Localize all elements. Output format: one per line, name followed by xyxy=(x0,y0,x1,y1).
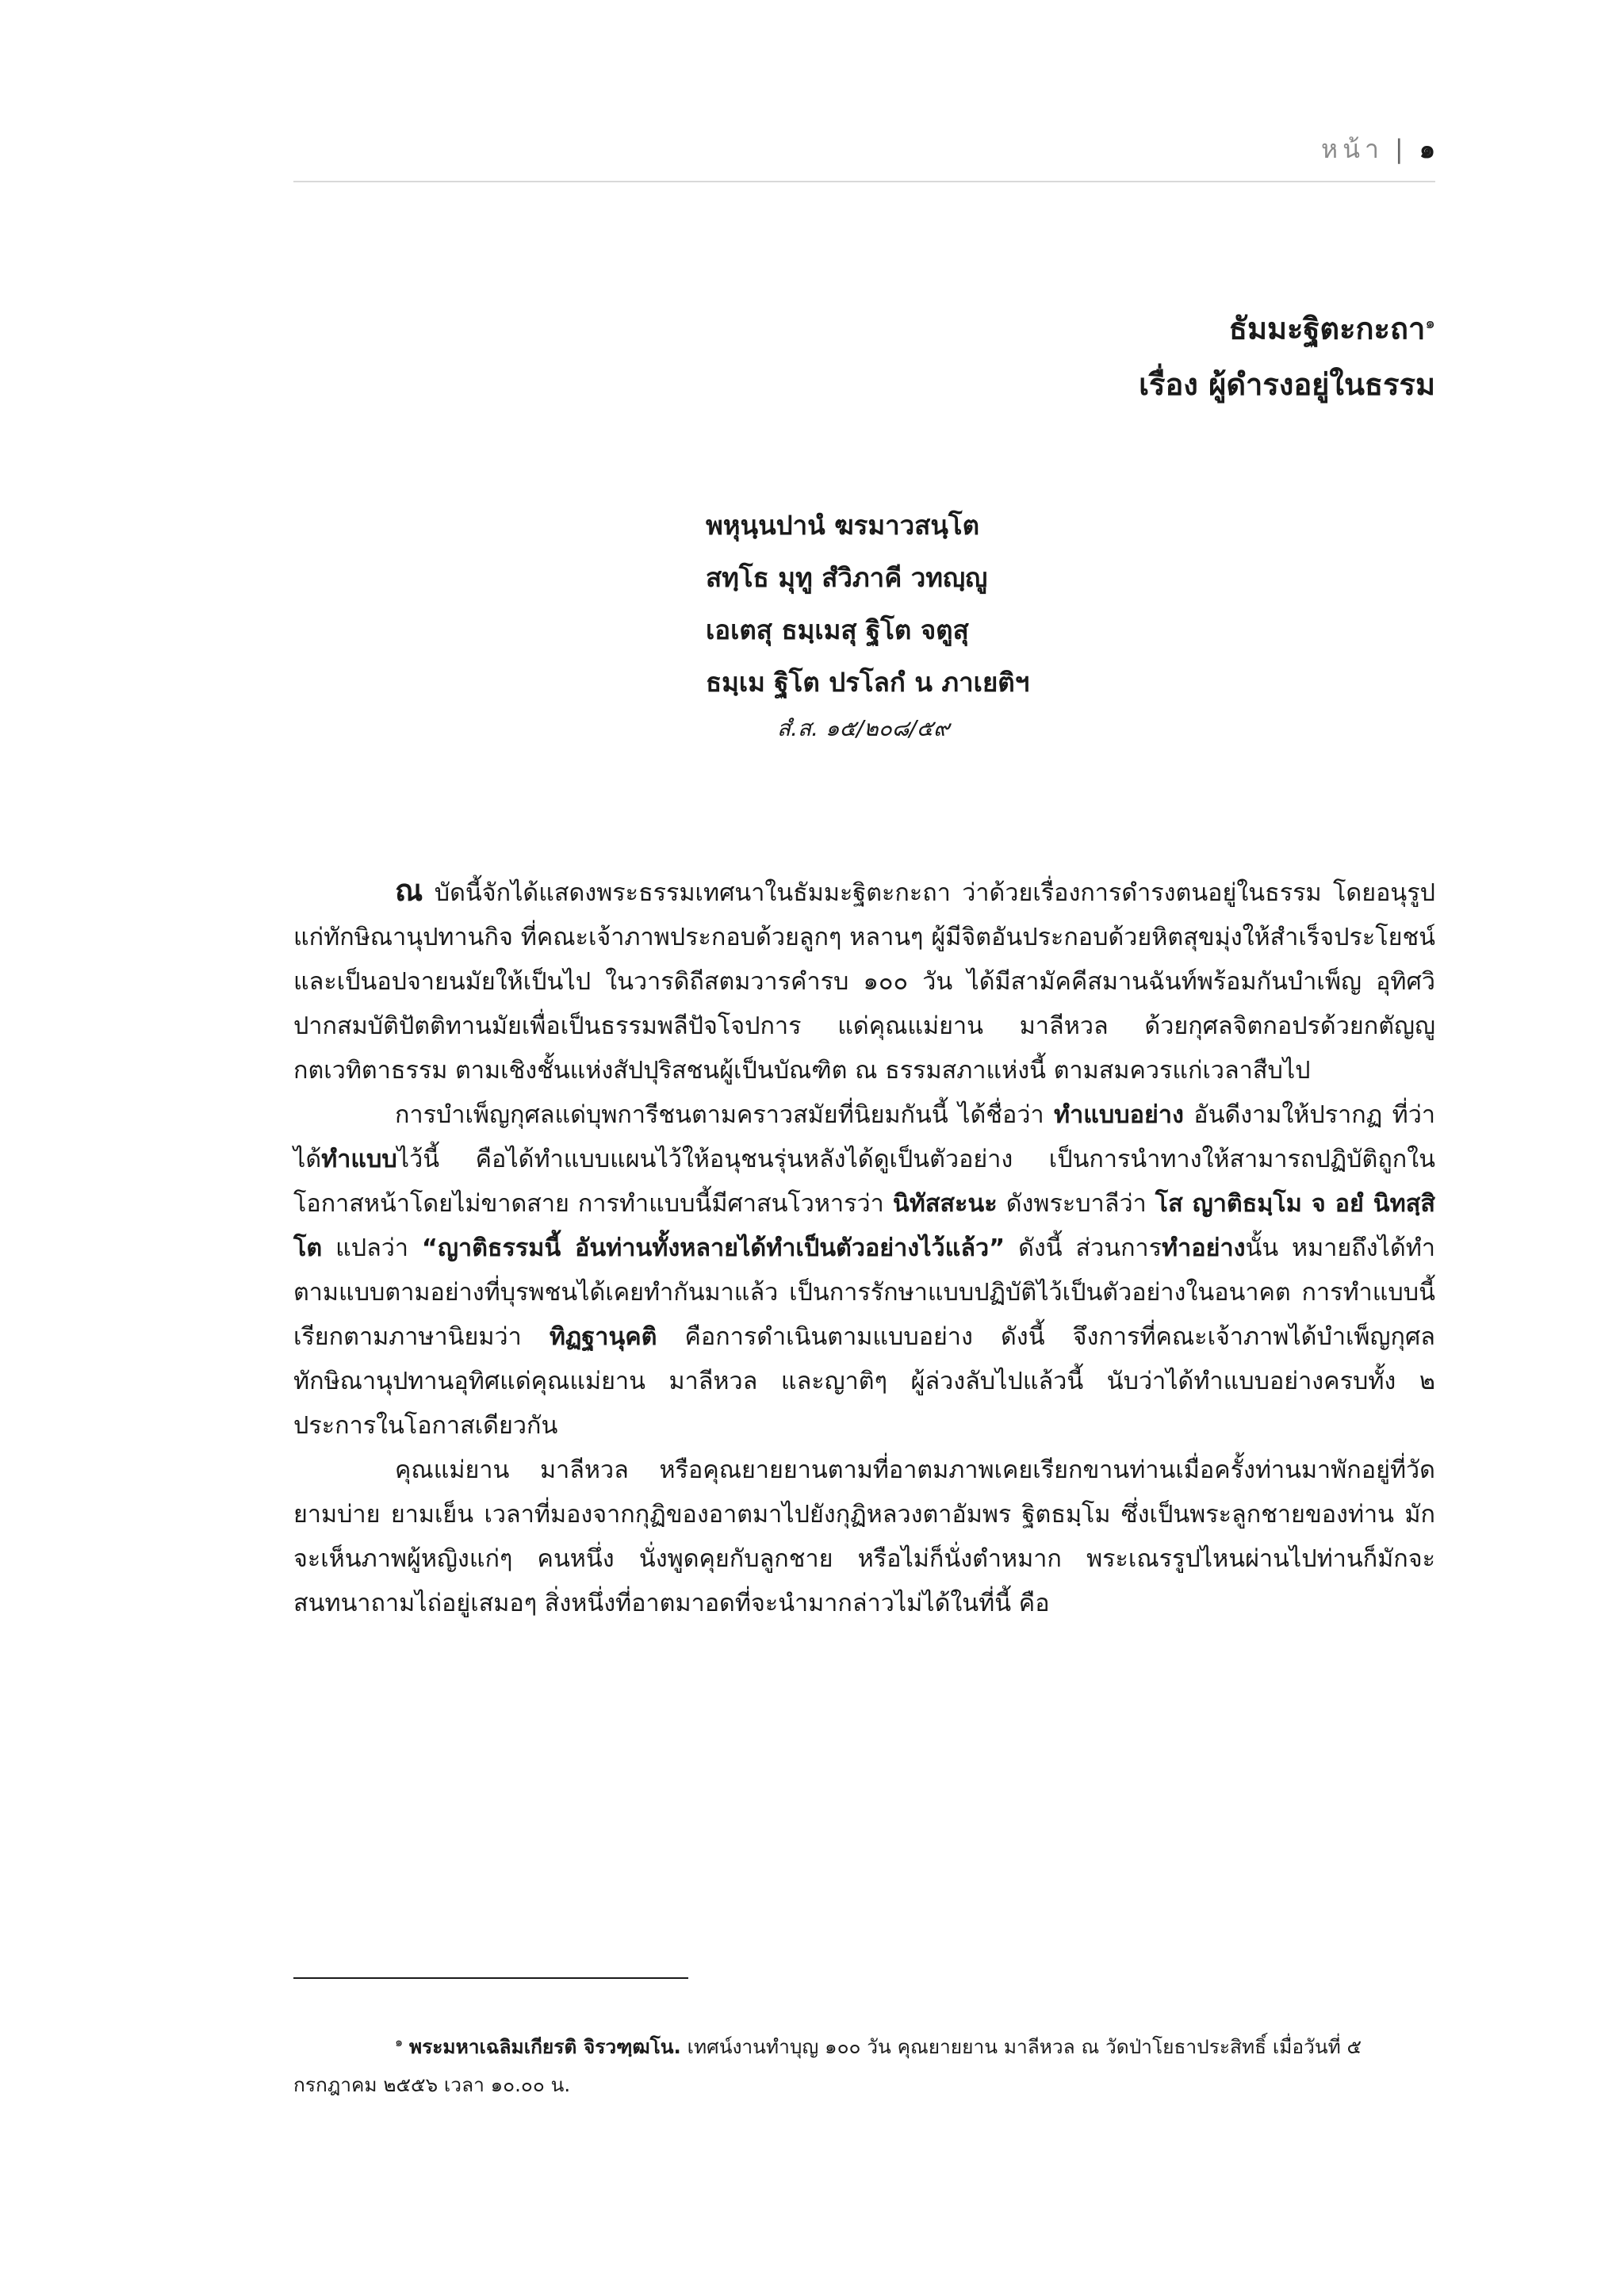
verse-line: พหุนฺนปานํ ฆรมาวสนฺโต xyxy=(706,510,980,541)
bold-term: นิทัสสะนะ xyxy=(892,1190,998,1218)
footnote-mark: ๑ xyxy=(395,2034,404,2049)
page-label: หน้า xyxy=(1320,134,1384,164)
text-run: แปลว่า xyxy=(335,1234,409,1262)
bold-term: ทำอย่าง xyxy=(1162,1234,1246,1262)
bold-translation: “ญาติธรรมนี้ อันท่านทั้งหลายได้ทำเป็นตัวอย่างไว้แล้ว” xyxy=(421,1234,1005,1262)
pali-verse xyxy=(706,499,1261,748)
sermon-title xyxy=(1139,295,1435,412)
footnote-divider xyxy=(293,1977,688,1979)
page-number-value: ๑ xyxy=(1419,134,1435,164)
text-run: ดังพระบาลีว่า xyxy=(1005,1190,1147,1218)
paragraph-1 xyxy=(293,868,1435,1093)
bold-term: ทิฏฐานุคติ xyxy=(549,1323,657,1351)
text-run: นั้น หมายถึงได้ทำตามแบบตามอย่างที่บุรพชนได้เคยทำกันมาแล้ว เป็นการรักษาแบบปฏิบัติไว้เป็นตัวอย่างในอนาคต การทำแบบนี้เรียกตามภาษานิยมว่า xyxy=(293,1234,1436,1351)
text-run: อันดีงามให้ปรากฏ ที่ว่าได้ xyxy=(293,1101,1435,1173)
text-run: คือการดำเนินตามแบบอย่าง ดังนี้ จึงการที่คณะเจ้าภาพได้บำเพ็ญกุศลทักษิณานุปทานอุทิศแด่คุณแม่ยาน มาลีหวล และญาติๆ ผู้ล่วงลับไปแล้วนี้ นับว่าได้ทำแบบอย่างครบทั้ง ๒ ประการในโอกาสเดียวกัน xyxy=(293,1323,1435,1440)
paragraph-1-text: บัดนี้จักได้แสดงพระธรรมเทศนาในธัมมะฐิตะกะถา ว่าด้วยเรื่องการดำรงตนอยู่ในธรรม โดยอนุรูปแก่ทักษิณานุปทานกิจ ที่คณะเจ้าภาพประกอบด้วยลูกๆ หลานๆ ผู้มีจิตอันประกอบด้วยหิตสุขมุ่งให้สำเร็จประโยชน์ และเป็นอปจายนมัยให้เป็นไป ในวารดิถีสตมวารคำรบ ๑๐๐ วัน ได้มีสามัคคีสมานฉันท์พร้อมกันบำเพ็ญ อุทิศวิปากสมบัติปัตติทานมัยเพื่อเป็นธรรมพลีปัจโจปการ แด่คุณแม่ยาน มาลีหวล ด้วยกุศลจิตกอปรด้วยกตัญญูกตเวทิตาธรรม ตามเชิงชั้นแห่งสัปปุริสชนผู้เป็นบัณฑิต ณ ธรรมสภาแห่งนี้ ตามสมควรแก่เวลาสืบไป xyxy=(293,879,1436,1085)
bold-term: ทำแบบอย่าง xyxy=(1054,1101,1184,1129)
paragraph-3: คุณแม่ยาน มาลีหวล หรือคุณยายยานตามที่อาตมภาพเคยเรียกขานท่านเมื่อครั้งท่านมาพักอยู่ที่วัด ยามบ่าย ยามเย็น เวลาที่มองจากกุฏิของอาตมาไปยังกุฏิหลวงตาอัมพร ฐิตธมฺโม ซึ่งเป็นพระลูกชายของท่าน มักจะเห็นภาพผู้หญิงแก่ๆ คนหนึ่ง นั่งพูดคุยกับลูกชาย หรือไม่ก็นั่งตำหมาก พระเณรรูปไหนผ่านไปท่านก็มักจะสนทนาถามไถ่อยู่เสมอๆ สิ่งหนึ่งที่อาตมาอดที่จะนำมากล่าวไม่ได้ในที่นี้ คือ xyxy=(293,1456,1435,1617)
bold-pali-quote: โส ญาติธมฺโม จ อยํ นิทสฺสิโต xyxy=(293,1190,1435,1262)
title-line-2: เรื่อง ผู้ดำรงอยู่ในธรรม xyxy=(1139,366,1435,402)
page-header xyxy=(293,133,1435,182)
verse-line: สทฺโธ มุทู สํวิภาคี วทญฺญู xyxy=(706,562,988,593)
text-run: ดังนี้ ส่วนการ xyxy=(1018,1234,1162,1262)
page-number xyxy=(1321,133,1435,165)
text-run: ไว้นี้ คือได้ทำแบบแผนไว้ให้อนุชนรุ่นหลังได้ดูเป็นตัวอย่าง เป็นการนำทางให้สามารถปฏิบัติถูกในโอกาสหน้าโดยไม่ขาดสาย การทำแบบนี้มีศาสนโวหารว่า xyxy=(293,1146,1435,1218)
title-text: ธัมมะฐิตะกะถา xyxy=(1228,311,1426,346)
title-footnote-mark: ๑ xyxy=(1425,313,1435,332)
lead-word: ณ xyxy=(395,873,423,908)
title-line-1 xyxy=(1139,295,1435,357)
footnote xyxy=(293,2023,1435,2104)
bold-term: ทำแบบ xyxy=(321,1146,397,1173)
verse-reference: สํ.ส. ๑๕/๒๐๘/๕๙ xyxy=(777,715,950,741)
body-text xyxy=(293,868,1435,1626)
footnote-text: เทศน์งานทำบุญ ๑๐๐ วัน คุณยายยาน มาลีหวล ณ วัดป่าโยธาประสิทธิ์ เมื่อวันที่ ๕ กรกฎาคม ๒๕๕๖ เวลา ๑๐.๐๐ น. xyxy=(293,2035,1362,2097)
verse-line: ธมฺเม ฐิโต ปรโลกํ น ภาเยติฯ xyxy=(706,667,1030,698)
header-separator: | xyxy=(1394,134,1408,164)
paragraph-2 xyxy=(293,1093,1435,1448)
footnote-author: พระมหาเฉลิมเกียรติ จิรวฑฺฒโน. xyxy=(408,2035,681,2059)
text-run: การบำเพ็ญกุศลแด่บุพการีชนตามคราวสมัยที่นิยมกันนี้ ได้ชื่อว่า xyxy=(395,1101,1044,1129)
verse-line: เอเตสุ ธมฺเมสุ ฐิโต จตูสุ xyxy=(706,614,969,645)
